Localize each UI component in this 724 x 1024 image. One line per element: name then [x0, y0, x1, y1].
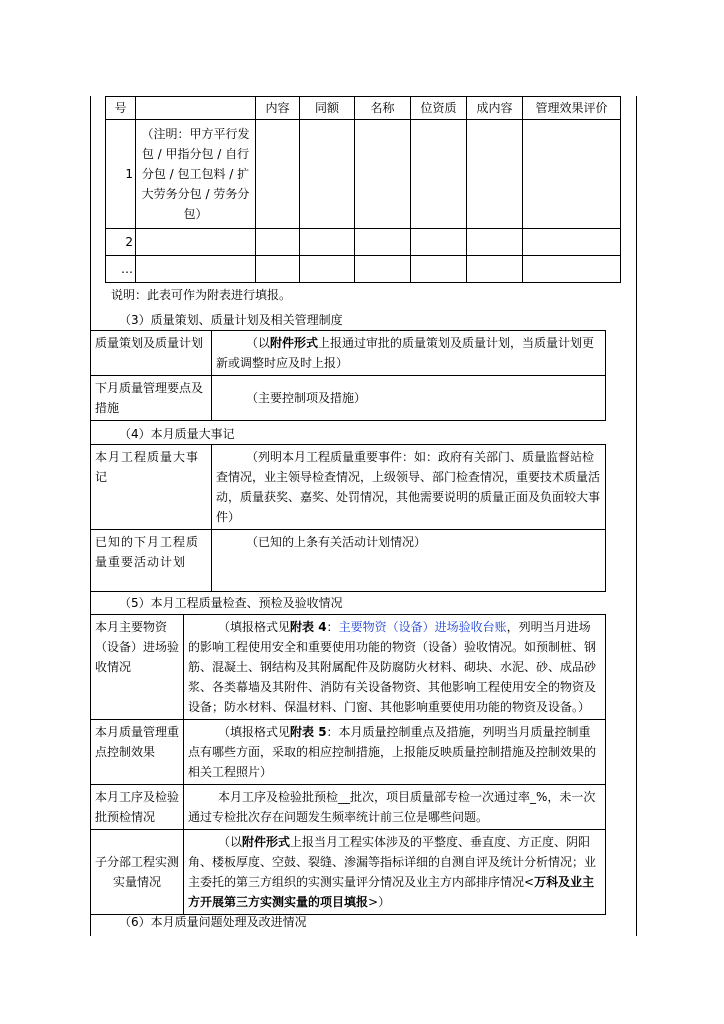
row-content: （以附件形式上报当月工程实体涉及的平整度、垂直度、方正度、阴阳角、楼板厚度、空鼓、裂缝、渗漏等指标详细的自测自评及统计分析情况；业主委托的第三方组织的实测实量评分情况及业主方内部排序情况<万科及业主方开展第三方实测实量的项目填报>） [184, 830, 606, 915]
quality-plan-table [90, 330, 606, 421]
subcontract-table [105, 96, 621, 283]
section-6-title: （6）本月质量问题处理及改进情况 [119, 915, 307, 929]
table-row [91, 376, 606, 421]
header-cell: 成内容 [467, 97, 523, 120]
quality-events-table [90, 444, 606, 592]
table-note: 说明：此表可作为附表进行填报。 [111, 288, 292, 302]
section-3-title: （3）质量策划、质量计划及相关管理制度 [119, 313, 343, 327]
row-label: 子分部工程实测实量情况 [91, 830, 184, 915]
section-5-title: （5）本月工程质量检查、预检及验收情况 [119, 596, 343, 610]
table-header-row [106, 97, 621, 120]
inspection-table [90, 614, 606, 915]
row-content: 本月工序及检验批预检__批次，项目质量部专检一次通过率_%，未一次通过专检批次存在问题发生频率统计前三位是哪些问题。 [184, 785, 606, 830]
row-content: （以附件形式上报通过审批的质量策划及质量计划，当质量计划更新或调整时应及时上报） [212, 331, 606, 376]
table-row [106, 256, 621, 283]
row-label: 本月工程质量大事记 [91, 445, 212, 530]
header-cell: 位资质 [411, 97, 467, 120]
row-content: （主要控制项及措施） [212, 376, 606, 421]
table-row [91, 720, 606, 785]
header-cell [136, 97, 256, 120]
header-cell: 号 [106, 97, 136, 120]
header-cell: 管理效果评价 [523, 97, 621, 120]
row-number: 2 [106, 229, 136, 256]
table-row [91, 830, 606, 915]
table-row [91, 530, 606, 592]
row-number: … [106, 256, 136, 283]
section-4-title: （4）本月质量大事记 [119, 427, 235, 441]
row-content: （已知的上条有关活动计划情况） [212, 530, 606, 592]
table-row [91, 785, 606, 830]
table-row [91, 445, 606, 530]
table-row [106, 120, 621, 229]
row-note: （注明：甲方平行发包 / 甲指分包 / 自行分包 / 包工包料 / 扩大劳务分包 / 劳务分包） [136, 120, 256, 229]
row-label: 本月工序及检验批预检情况 [91, 785, 184, 830]
row-label: 本月质量管理重点控制效果 [91, 720, 184, 785]
table-row [106, 229, 621, 256]
row-content: （填报格式见附表 5：本月质量控制重点及措施，列明当月质量控制重点有哪些方面，采取的相应控制措施，上报能反映质量控制措施及控制效果的相关工程照片） [184, 720, 606, 785]
header-cell: 内容 [256, 97, 300, 120]
ledger-link: 主要物资（设备）进场验收台账 [338, 620, 507, 634]
row-label: 下月质量管理要点及措施 [91, 376, 212, 421]
row-label: 已知的下月工程质量重要活动计划 [91, 530, 212, 592]
table-row [91, 331, 606, 376]
table-row [91, 615, 606, 720]
header-cell: 同额 [300, 97, 355, 120]
row-label: 本月主要物资（设备）进场验收情况 [91, 615, 184, 720]
header-cell: 名称 [355, 97, 411, 120]
row-content: （填报格式见附表 4：主要物资（设备）进场验收台账，列明当月进场的影响工程使用安全和重要使用功能的物资（设备）验收情况。如预制桩、钢筋、混凝土、钢结构及其附属配件及防腐防火材料、砌块、水泥、砂、成品砂浆、各类幕墙及其附件、消防有关设备物资、其他影响工程使用安全的物资及设备；防水材料、保温材料、门窗、其他影响重要使用功能的物资及设备。） [184, 615, 606, 720]
row-content: （列明本月工程质量重要事件：如：政府有关部门、质量监督站检查情况，业主领导检查情况，上级领导、部门检查情况，重要技术质量活动，质量获奖、嘉奖、处罚情况，其他需要说明的质量正面及负面较大事件） [212, 445, 606, 530]
row-label: 质量策划及质量计划 [91, 331, 212, 376]
row-number: 1 [106, 120, 136, 229]
